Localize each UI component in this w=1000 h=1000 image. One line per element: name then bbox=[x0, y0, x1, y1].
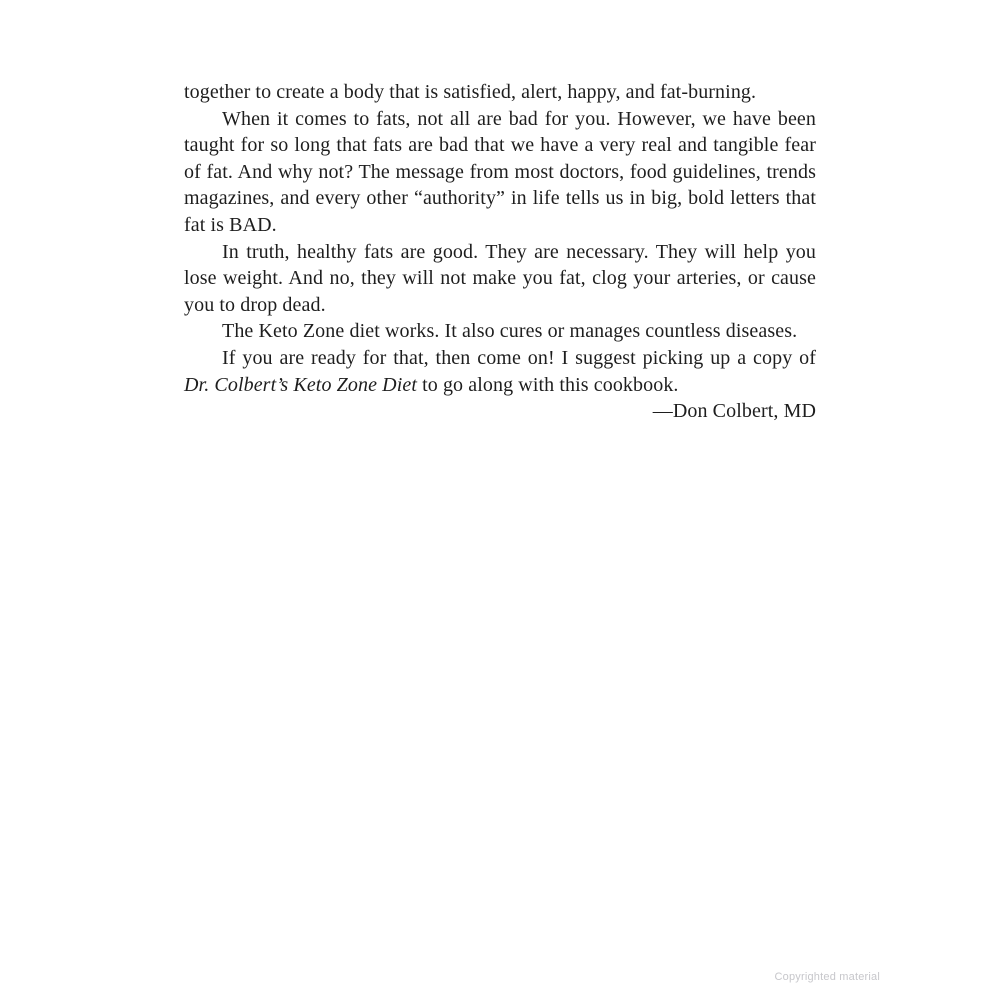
paragraph-segment: If you are ready for that, then come on! I suggest picking up a copy of bbox=[222, 346, 816, 369]
paragraph: When it comes to fats, not all are bad for you. However, we have been taught for so long that fats are bad that we have a very real and tangible fear of fat. And why not? The message from most doctors, food guidelines, trends magazines, and every other “authority” in life tells us in big, bold letters that fat is BAD. bbox=[184, 107, 816, 236]
copyright-watermark: Copyrighted material bbox=[774, 971, 880, 983]
paragraph: The Keto Zone diet works. It also cures or manages countless diseases. bbox=[222, 320, 798, 343]
book-title-italic: Dr. Colbert’s Keto Zone Diet bbox=[184, 373, 417, 396]
paragraph: In truth, healthy fats are good. They are necessary. They will help you lose weight. And no, they will not make you fat, clog your arteries, or cause you to drop dead. bbox=[184, 240, 816, 316]
author-signature: —Don Colbert, MD bbox=[652, 400, 816, 423]
paragraph-segment: to go along with this cookbook. bbox=[417, 373, 679, 396]
paragraph bbox=[184, 345, 816, 398]
paragraph-continuation: together to create a body that is satisfied, alert, happy, and fat-burning. bbox=[184, 81, 757, 103]
body-text bbox=[184, 79, 816, 425]
